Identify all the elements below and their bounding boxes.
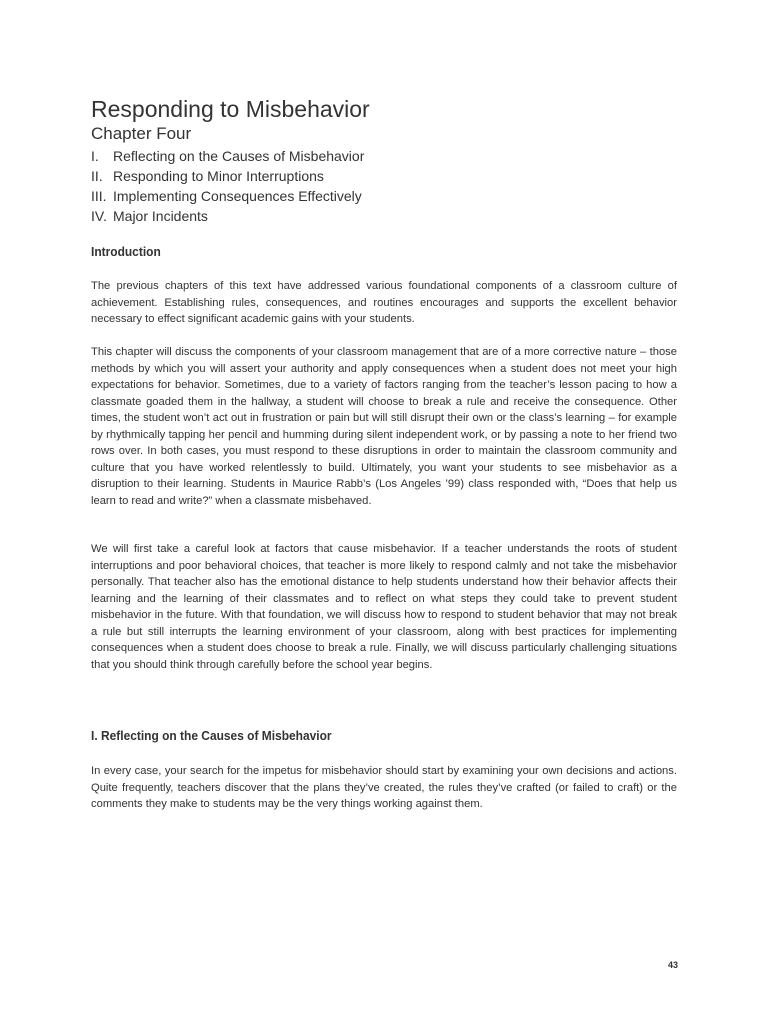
toc-item-label: Implementing Consequences Effectively [113, 188, 362, 204]
intro-paragraph-3: We will first take a careful look at factors that cause misbehavior. If a teacher understands the roots of student interruptions and poor behavioral choices, that teacher is more likely to respond calmly and not take the misbehavior personally. That teacher also has the emotional distance to help students understand how their behavior affects their learning and the learning of their classmates and to reflect on what steps they could take to prevent student misbehavior in the future. With that foundation, we will discuss how to respond to student behavior that may not break a rule but still interrupts the learning environment of your classroom, along with best practices for implementing consequences when a student does choose to break a rule. Finally, we will discuss particularly challenging situations that you should think through carefully before the school year begins. [91, 543, 677, 671]
toc-item-label: Responding to Minor Interruptions [113, 168, 324, 184]
toc-item-number: IV. [91, 208, 107, 224]
chapter-subtitle: Chapter Four [91, 124, 192, 143]
toc-item-number: III. [91, 188, 107, 204]
intro-paragraph-1: The previous chapters of this text have addressed various foundational components of a classroom culture of achievement. Establishing rules, consequences, and routines encourages and supports the excellent behavior necessary to effect significant academic gains with your students. [91, 280, 677, 325]
section1-paragraph-1: In every case, your search for the impetus for misbehavior should start by examining your own decisions and actions. Quite frequently, teachers discover that the plans they’ve created, the rules they’ve crafted (or failed to craft) or the comments they make to students may be the very things working against them. [91, 765, 677, 810]
toc-item-label: Major Incidents [113, 208, 208, 224]
toc-item [91, 166, 364, 186]
section-heading-causes: I. Reflecting on the Causes of Misbehavior [91, 728, 332, 743]
page-number: 43 [667, 960, 678, 970]
page-title: Responding to Misbehavior [91, 96, 370, 122]
toc-item [91, 186, 364, 206]
toc-item [91, 206, 364, 226]
toc-item-label: Reflecting on the Causes of Misbehavior [113, 148, 365, 164]
intro-paragraph-2: This chapter will discuss the components of your classroom management that are of a more corrective nature – those methods by which you will assert your authority and apply consequences when a student does not meet your high expectations for behavior. Sometimes, due to a variety of factors ranging from the teacher’s lesson pacing to how a classmate goaded them in the hallway, a student will choose to break a rule and receive the consequence. Other times, the student won’t act out in frustration or pain but will still disrupt their own or the class’s learning – for example by rhythmically tapping her pencil and humming during silent independent work, or by passing a note to her friend two rows over. In both cases, you must respond to these disruptions in order to maintain the classroom community and culture that you have worked relentlessly to build. Ultimately, you want your students to see misbehavior as a disruption to their learning. Students in Maurice Rabb’s (Los Angeles ’99) class responded with, “Does that help us learn to read and write?” when a classmate misbehaved. [91, 346, 677, 507]
section-heading-introduction: Introduction [91, 244, 161, 259]
toc-item [91, 146, 364, 166]
toc-item-number: I. [91, 148, 99, 164]
toc-item-number: II. [91, 168, 103, 184]
table-of-contents [91, 146, 364, 226]
